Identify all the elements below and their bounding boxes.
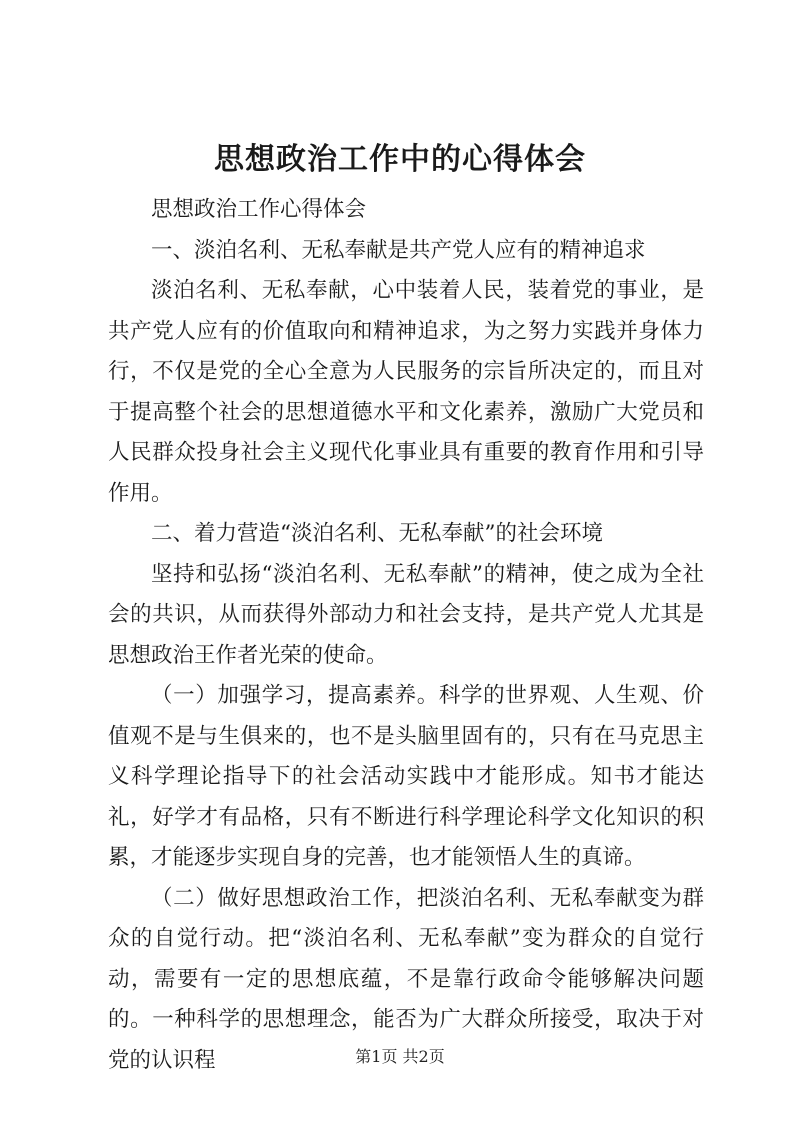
section-heading-2: 二、着力营造“淡泊名利、无私奉献”的社会环境 (151, 521, 603, 546)
section-heading-1: 一、淡泊名利、无私奉献是共产党人应有的精神追求 (151, 237, 646, 263)
document-body (108, 190, 704, 1081)
page-footer: 第1页 共2页 (355, 1047, 445, 1066)
body-paragraph: （二）做好思想政治工作，把淡泊名利、无私奉献变为群众的自觉行动。把“淡泊名利、无私奉献”变为群众的自觉行动，需要有一定的思想底蕴，不是靠行政命令能够解决问题的。一种科学的思想理念，能否为广大群众所接受，取决于对党的认识程 (108, 885, 704, 1073)
body-paragraph: 淡泊名利、无私奉献，心中装着人民，装着党的事业，是共产党人应有的价值取向和精神追求，为之努力实践并身体力行，不仅是党的全心全意为人民服务的宗旨所决定的，而且对于提高整个社会的思想道德水平和文化素养，激励广大党员和人民群众投身社会主义现代化事业具有重要的教育作用和引导作用。 (108, 278, 704, 506)
document-title: 思想政治工作中的心得体会 (214, 142, 586, 177)
body-paragraph: （一）加强学习，提高素养。科学的世界观、人生观、价值观不是与生俱来的，也不是头脑里固有的，只有在马克思主义科学理论指导下的社会活动实践中才能形成。知书才能达礼，好学才有品格，只有不断进行科学理论科学文化知识的积累，才能逐步实现自身的完善，也才能领悟人生的真谛。 (108, 683, 704, 870)
body-paragraph: 坚持和弘扬“淡泊名利、无私奉献”的精神，使之成为全社会的共识，从而获得外部动力和社会支持，是共产党人尤其是思想政治王作者光荣的使命。 (108, 561, 704, 668)
subtitle-paragraph: 思想政治工作心得体会 (151, 197, 367, 222)
